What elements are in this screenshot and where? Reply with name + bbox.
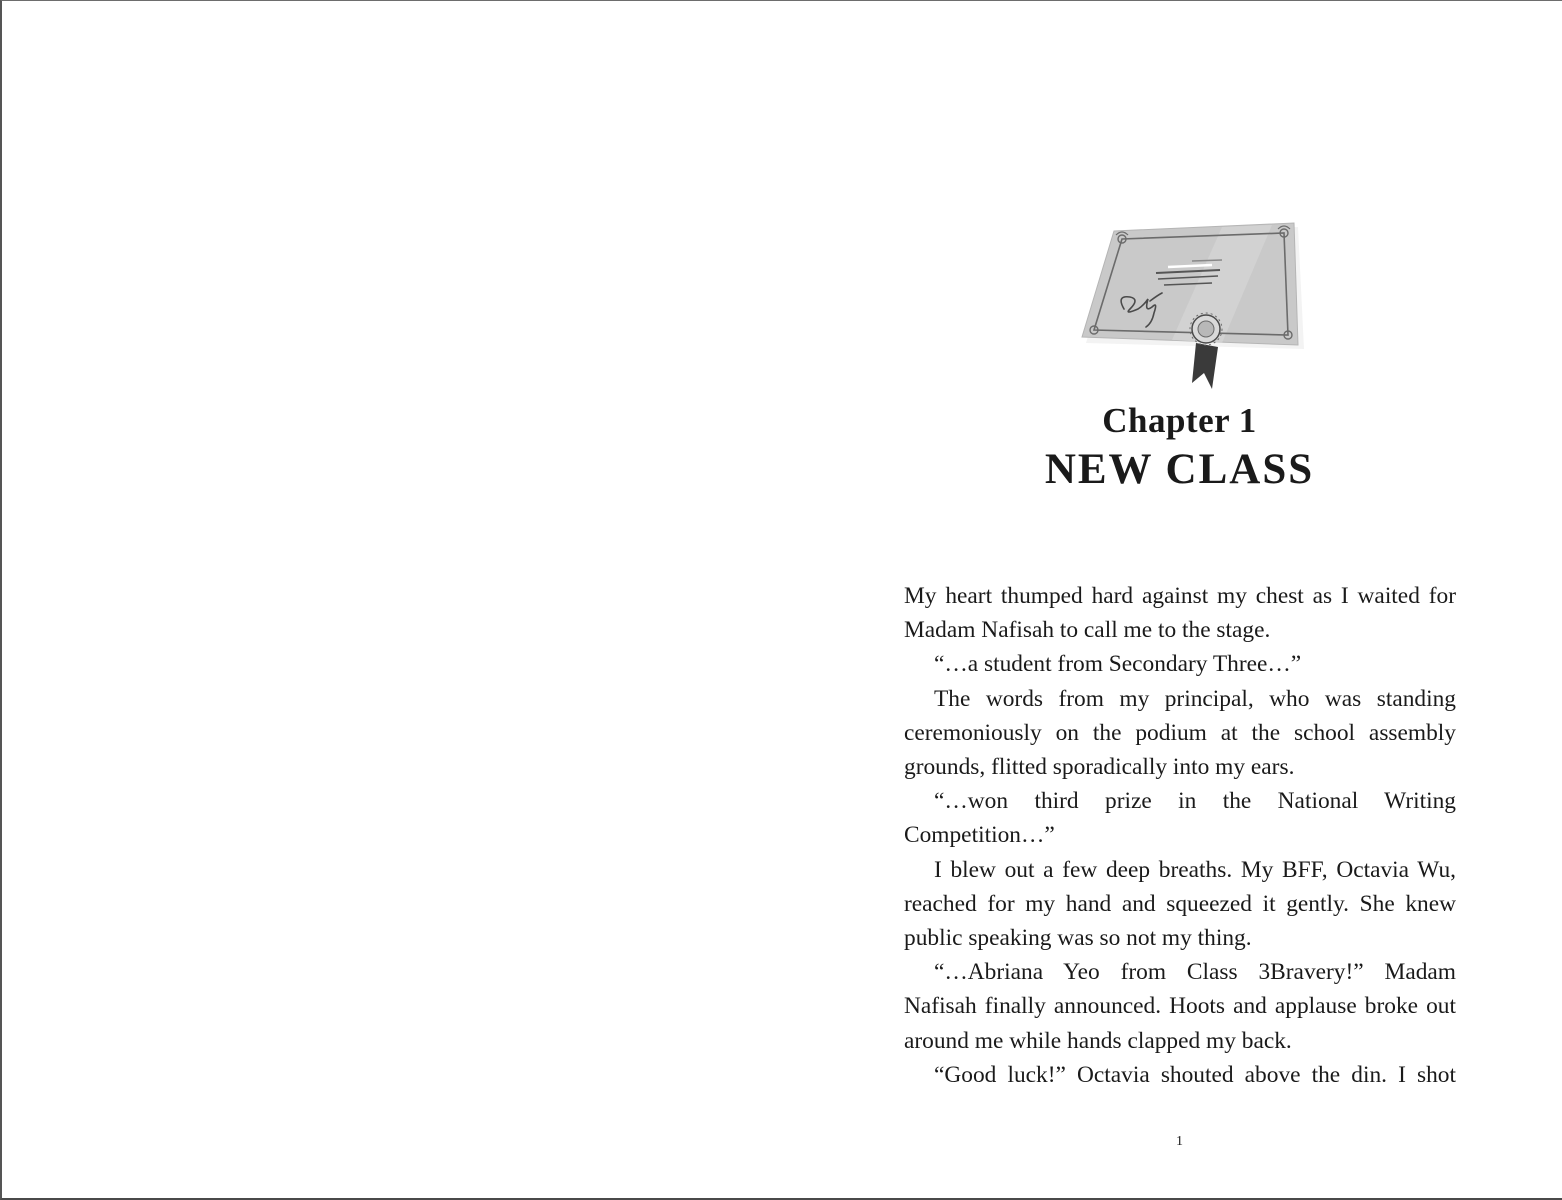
page-number: 1: [1176, 1134, 1183, 1149]
paragraph: “…Abriana Yeo from Class 3Bravery!” Madam Nafisah finally announced. Hoots and applause broke out around me while hands clapped my back.: [904, 959, 1456, 1054]
paragraph: My heart thumped hard against my chest as I waited for Madam Nafisah to call me to the stage.: [904, 583, 1456, 644]
chapter-number: Chapter 1: [1102, 401, 1257, 440]
chapter-body-text: [904, 579, 1456, 1092]
certificate-with-ribbon-icon: [1072, 197, 1304, 393]
paragraph: “Good luck!” Octavia shouted above the din. I shot: [934, 1061, 1456, 1088]
right-page: [782, 1, 1562, 1197]
paragraph: “…a student from Secondary Three…”: [934, 651, 1302, 678]
paragraph: The words from my principal, who was standing ceremoniously on the podium at the school assembly grounds, flitted sporadically into my ears.: [904, 685, 1456, 781]
paragraph: I blew out a few deep breaths. My BFF, Octavia Wu, reached for my hand and squeezed it gently. She knew public speaking was so not my thing.: [904, 856, 1456, 952]
paragraph: “…won third prize in the National Writing Competition…”: [904, 788, 1456, 849]
left-page-blank: [2, 1, 782, 1197]
chapter-title: NEW CLASS: [1044, 446, 1315, 493]
